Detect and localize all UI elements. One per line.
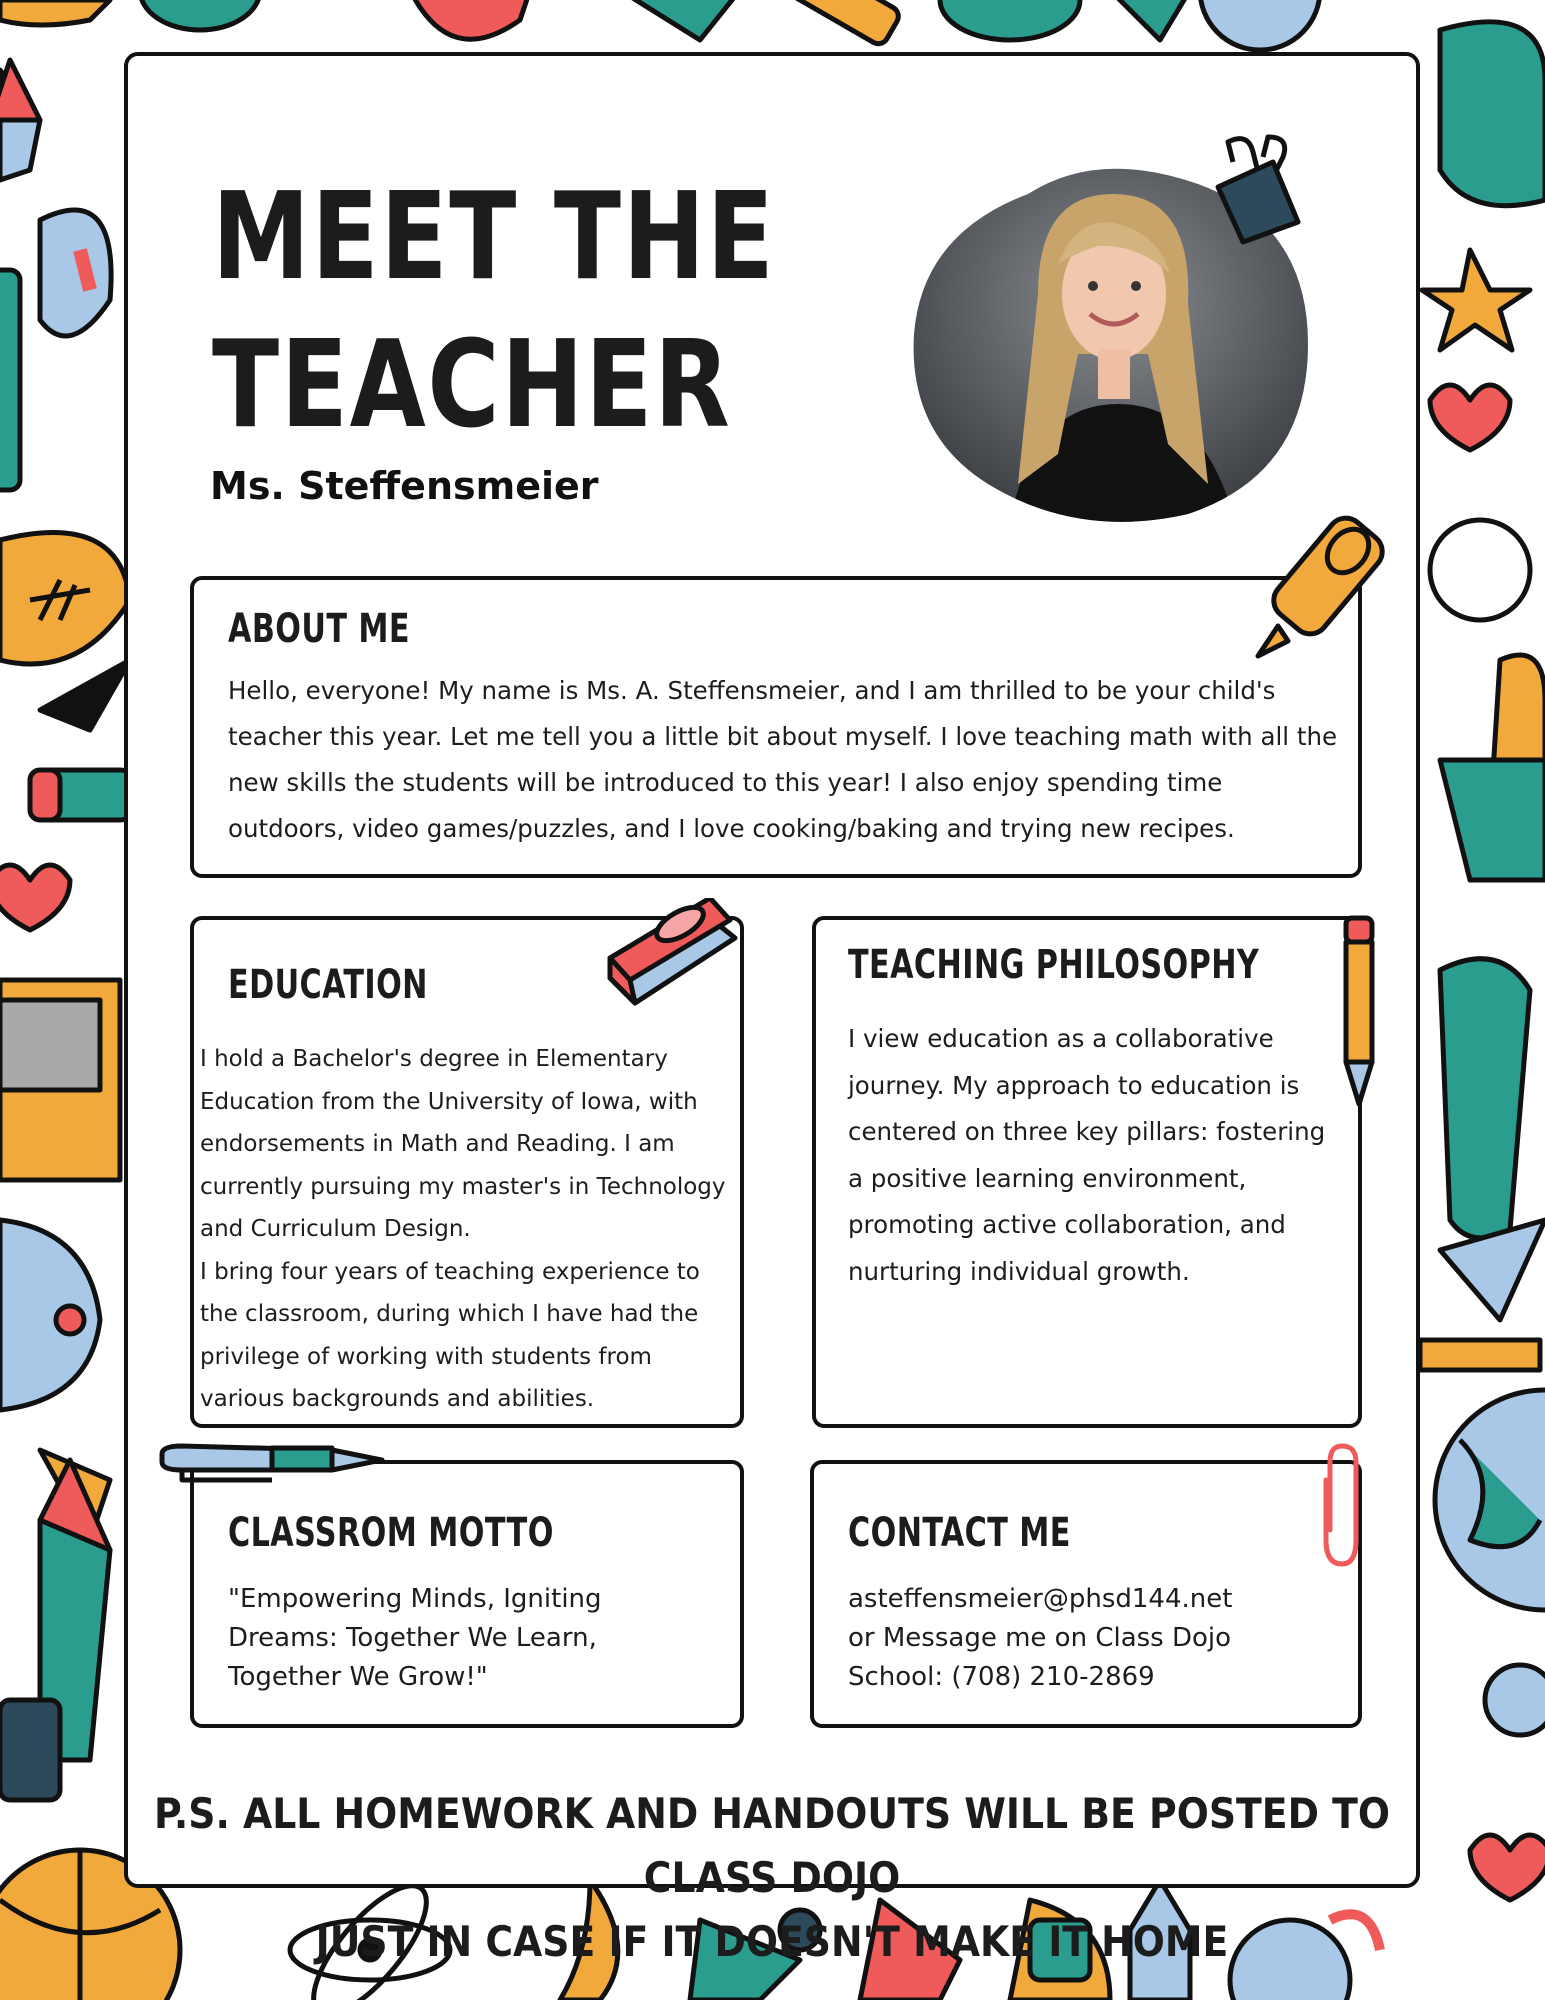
- binder-clip-icon: [1198, 132, 1318, 252]
- about-me-text: Hello, everyone! My name is Ms. A. Steffensmeier, and I am thrilled to be your child's teacher this year. Let me tell you a little bit about myself. I love teaching math with all the new skills the students will be introduced to this year! I also enjoy spending time outdoors, video games/puzzles, and I love cooking/baking and trying new recipes.: [228, 676, 1338, 843]
- book-icon: [600, 898, 740, 1028]
- contact-me-section: [810, 1460, 1362, 1728]
- postscript-line-2: JUST IN CASE IF IT DOESN'T MAKE IT HOME: [315, 1917, 1229, 1966]
- title-line-1: MEET THE: [212, 168, 776, 307]
- contact-me-heading: CONTACT ME: [848, 1510, 1071, 1556]
- contact-phone: School: (708) 210-2869: [848, 1662, 1155, 1692]
- teaching-philosophy-heading: TEACHING PHILOSOPHY: [848, 942, 1260, 988]
- education-text: [200, 1038, 740, 1421]
- contact-details: [848, 1580, 1232, 1697]
- postscript-note: [128, 1782, 1416, 1974]
- contact-class-dojo: or Message me on Class Dojo: [848, 1623, 1232, 1653]
- teaching-philosophy-text: I view education as a collaborative journey. My approach to education is centered on three key pillars: fostering a positive learning environment, promoting active collaboration, and nurturing individual growth.: [848, 1024, 1326, 1286]
- teaching-philosophy-section: [812, 916, 1362, 1428]
- highlighter-icon: [1248, 496, 1408, 666]
- paperclip-icon: [1314, 1440, 1364, 1570]
- meet-the-teacher-card: [124, 52, 1420, 1966]
- page-title: [212, 164, 776, 460]
- education-heading: EDUCATION: [228, 962, 428, 1008]
- postscript-line-1: P.S. ALL HOMEWORK AND HANDOUTS WILL BE POSTED TO CLASS DOJO: [153, 1789, 1391, 1902]
- about-me-heading: ABOUT ME: [228, 606, 410, 652]
- classroom-motto-text: "Empowering Minds, Igniting Dreams: Together We Learn, Together We Grow!": [228, 1584, 602, 1692]
- education-paragraph-1: I hold a Bachelor's degree in Elementary Education from the University of Iowa, with endorsements in Math and Reading. I am currently pursuing my master's in Technology and Curriculum Design.: [200, 1046, 726, 1242]
- contact-email: asteffensmeier@phsd144.net: [848, 1584, 1233, 1614]
- pencil-icon: [1334, 914, 1384, 1114]
- classroom-motto-section: [190, 1460, 744, 1728]
- education-paragraph-2: I bring four years of teaching experience to the classroom, during which I have had the privilege of working with students from various backgrounds and abilities.: [200, 1258, 700, 1412]
- classroom-motto-heading: CLASSROM MOTTO: [228, 1510, 554, 1556]
- about-me-section: [190, 576, 1362, 878]
- pen-icon: [152, 1436, 392, 1486]
- title-line-2: TEACHER: [212, 316, 732, 455]
- teacher-name: Ms. Steffensmeier: [210, 464, 599, 508]
